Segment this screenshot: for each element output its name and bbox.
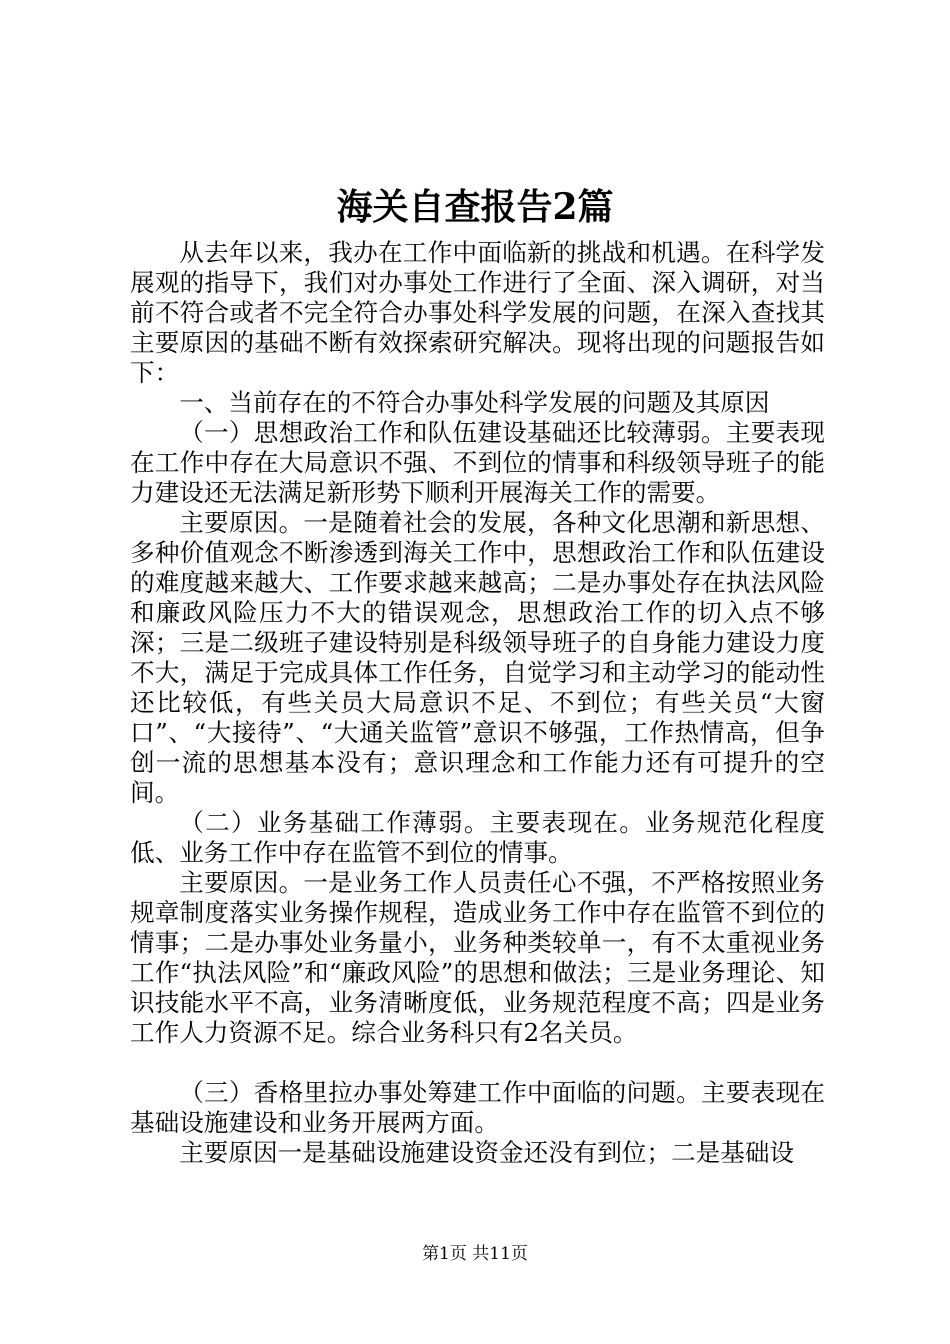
subsection-heading: （一）思想政治工作和队伍建设基础还比较薄弱。主要表现在工作中存在大局意识不强、不到位的情事和科级领导班子的能力建设还无法满足新形势下顺利开展海关工作的需要。 <box>130 418 825 507</box>
body-paragraph: 主要原因。一是业务工作人员责任心不强，不严格按照业务规章制度落实业务操作规程，造成业务工作中存在监管不到位的情事；二是办事处业务量小，业务种类较单一，有不太重视业务工作“执法风险”和“廉政风险”的思想和做法；三是业务理论、知识技能水平不高，业务清晰度低，业务规范程度不高；四是业务工作人力资源不足。综合业务科只有2名关员。 <box>130 868 825 1047</box>
subsection-heading: （二）业务基础工作薄弱。主要表现在。业务规范化程度低、业务工作中存在监管不到位的情事。 <box>130 808 825 867</box>
document-body <box>130 238 825 1168</box>
document-title: 海关自查报告2篇 <box>336 186 614 228</box>
subsection-heading: （三）香格里拉办事处筹建工作中面临的问题。主要表现在基础设施建设和业务开展两方面。 <box>130 1078 825 1137</box>
page-number: 第1页 共11页 <box>422 1244 528 1264</box>
body-paragraph: 主要原因一是基础设施建设资金还没有到位；二是基础设 <box>179 1138 795 1167</box>
section-heading: 一、当前存在的不符合办事处科学发展的问题及其原因 <box>179 388 770 417</box>
body-paragraph: 主要原因。一是随着社会的发展，各种文化思潮和新思想、多种价值观念不断渗透到海关工作中，思想政治工作和队伍建设的难度越来越大、工作要求越来越高；二是办事处存在执法风险和廉政风险压力不大的错误观念，思想政治工作的切入点不够深；三是二级班子建设特别是科级领导班子的自身能力建设力度不大，满足于完成具体工作任务，自觉学习和主动学习的能动性还比较低，有些关员大局意识不足、不到位；有些关员“大窗口”、“大接待”、“大通关监管”意识不够强，工作热情高，但争创一流的思想基本没有；意识理念和工作能力还有可提升的空间。 <box>130 508 825 807</box>
intro-paragraph: 从去年以来，我办在工作中面临新的挑战和机遇。在科学发展观的指导下，我们对办事处工作进行了全面、深入调研，对当前不符合或者不完全符合办事处科学发展的问题，在深入查找其主要原因的基础不断有效探索研究解决。现将出现的问题报告如下： <box>130 238 825 387</box>
